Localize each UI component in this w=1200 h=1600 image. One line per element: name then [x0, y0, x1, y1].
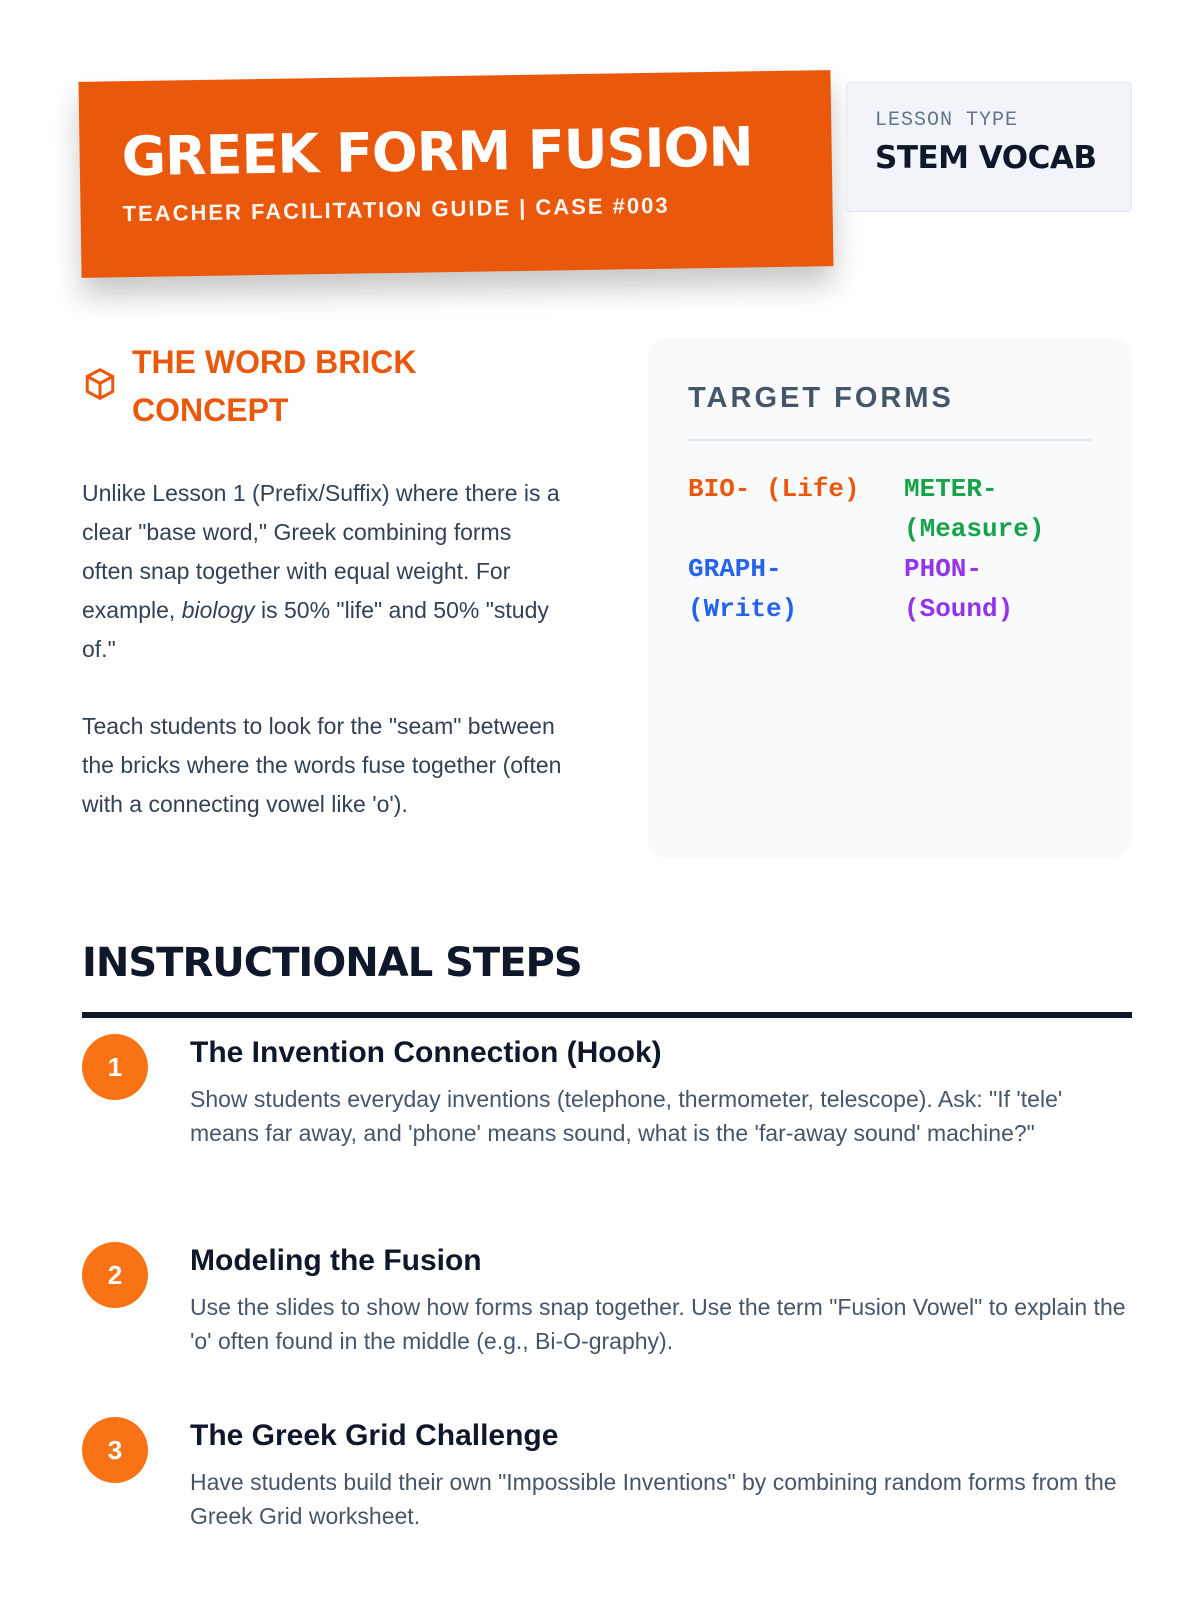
concept-paragraph-1	[82, 474, 562, 669]
form-meter: METER- (Measure)	[904, 474, 1045, 544]
target-forms-grid	[688, 469, 1092, 629]
concept-paragraph-1-start: Unlike Lesson 1 (Prefix/Suffix) where there is a clear "base word," Greek combining forms often snap together with equal weight. For example,	[82, 480, 560, 623]
concept-header	[82, 338, 582, 434]
step-title: The Greek Grid Challenge	[190, 1419, 559, 1452]
step-description: Show students everyday inventions (telephone, thermometer, telescope). Ask: "If 'tele' means far away, and 'phone' means sound, what is the 'far-away sound' machine?"	[190, 1086, 1063, 1146]
target-forms-title: TARGET FORMS	[688, 382, 1092, 441]
instructional-steps	[82, 940, 1132, 1529]
form-graph: GRAPH- (Write)	[688, 554, 798, 624]
steps-title: INSTRUCTIONAL STEPS	[82, 940, 1132, 1018]
concept-paragraph-2: Teach students to look for the "seam" between the bricks where the words fuse together (often with a connecting vowel like 'o').	[82, 713, 562, 817]
step-title: Modeling the Fusion	[190, 1244, 482, 1277]
target-forms-card	[648, 338, 1132, 858]
form-bio: BIO- (Life)	[688, 474, 860, 504]
step-title: The Invention Connection (Hook)	[190, 1036, 662, 1069]
step-body	[190, 1242, 1130, 1358]
page-subtitle: TEACHER FACILITATION GUIDE | CASE #003	[122, 192, 670, 227]
step-number-badge: 3	[82, 1417, 148, 1483]
form-phon: PHON- (Sound)	[904, 554, 1014, 624]
step-body	[190, 1034, 1130, 1150]
title-banner	[79, 70, 834, 278]
page-title: GREEK FORM FUSION	[121, 115, 754, 189]
word-brick-concept	[82, 338, 582, 824]
step-description: Have students build their own "Impossible Inventions" by combining random forms from the Greek Grid worksheet.	[190, 1469, 1117, 1529]
step-number-badge: 1	[82, 1034, 148, 1100]
lesson-type-label: LESSON TYPE	[875, 109, 1019, 132]
lesson-type-value: STEM VOCAB	[875, 140, 1097, 176]
step-number-badge: 2	[82, 1242, 148, 1308]
concept-paragraph-1-end: is 50% "life" and 50% "study of."	[82, 597, 549, 662]
concept-title: THE WORD BRICK CONCEPT	[132, 344, 417, 428]
lesson-type-card	[846, 82, 1132, 212]
cube-icon	[82, 366, 118, 402]
step-body	[190, 1417, 1130, 1533]
step-description: Use the slides to show how forms snap together. Use the term "Fusion Vowel" to explain the 'o' often found in the middle (e.g., Bi-O-graphy).	[190, 1294, 1126, 1354]
example-word: biology	[181, 597, 255, 623]
